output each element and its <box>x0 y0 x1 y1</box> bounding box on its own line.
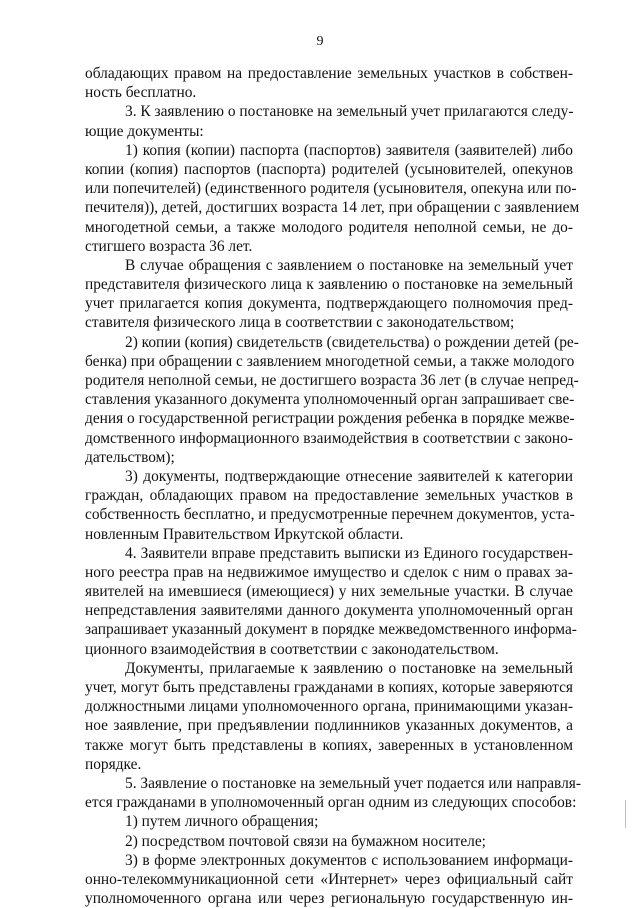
text-line: ется гражданами в уполномоченный орган одним из следующих способов: <box>85 794 577 812</box>
text-line: 2) копии (копия) свидетельств (свидетельства) о рождении детей (ре- <box>125 333 579 351</box>
text-line: представителя физического лица к заявлению о постановке на земельный <box>85 276 573 294</box>
text-line: запрашивает указанный документ в порядке межведомственного информа- <box>85 621 577 639</box>
text-line: 5. Заявление о постановке на земельный учет подается или направля- <box>125 774 581 792</box>
text-line: обладающих правом на предоставление земельных участков в собствен- <box>85 65 573 82</box>
text-line: 2) посредством почтовой связи на бумажном носителе; <box>125 832 486 850</box>
text-line: ставления указанного документа уполномоченный орган запрашивает све- <box>85 391 575 409</box>
text-line: порядке. <box>85 755 142 773</box>
text-line: ционного взаимодействия в соответствии с законодательством. <box>85 640 499 658</box>
text-line: многодетной семьи, а также молодого родителя неполной семьи, не до- <box>85 218 573 236</box>
text-line: граждан, обладающих правом на предоставление земельных участков в <box>85 487 573 505</box>
text-line: уполномоченного органа или через региональную государственную ин- <box>85 890 573 908</box>
text-line: явителей на имевшиеся (имеющиеся) у них земельные участки. В случае <box>85 583 573 601</box>
text-line: стигшего возраста 36 лет. <box>85 237 253 255</box>
text-line: ного реестра прав на недвижимое имущество и сделок с ним о правах за- <box>85 563 573 581</box>
text-line: новленным Правительством Иркутской области. <box>85 525 404 543</box>
text-line: родителя неполной семьи, не достигшего возраста 36 лет (в случае непред- <box>85 372 579 389</box>
text-line: В случае обращения с заявлением о постановке на земельный учет <box>125 256 573 274</box>
text-line: 3) документы, подтверждающие отнесение заявителей к категории <box>125 467 573 485</box>
text-line: онно-телекоммуникационной сети «Интернет» через официальный сайт <box>85 870 573 888</box>
text-line: ность бесплатно. <box>85 84 197 102</box>
text-line: копии (копия) паспортов (паспорта) родителей (усыновителей, опекунов <box>85 160 573 178</box>
document-body <box>85 64 581 908</box>
text-line: дательством); <box>85 448 175 466</box>
text-line: собственность бесплатно, и предусмотренные перечнем документов, уста- <box>85 506 575 524</box>
text-line: также могут быть представлены в копиях, заверенных в установленном <box>85 736 573 754</box>
text-line: 1) копия (копии) паспорта (паспортов) заявителя (заявителей) либо <box>125 141 573 159</box>
text-line: 3. К заявлению о постановке на земельный учет прилагаются следу- <box>125 103 574 121</box>
text-line: учет, могут быть представлены гражданами в копиях, которые заверяются <box>85 679 573 696</box>
text-line: печителя)), детей, достигших возраста 14 лет, при обращении с заявлением <box>85 199 580 217</box>
text-line: должностными лицами уполномоченного органа, принимающими указан- <box>85 698 573 716</box>
page-number: 9 <box>316 34 324 49</box>
text-line: дения о государственной регистрации рождения ребенка в порядке межве- <box>85 410 575 428</box>
text-line: или попечителей) (единственного родителя (усыновителя, опекуна или по- <box>85 180 577 198</box>
text-line: бенка) при обращении с заявлением многодетной семьи, а также молодого <box>85 352 575 370</box>
text-line: Документы, прилагаемые к заявлению о постановке на земельный <box>125 659 573 677</box>
text-line: ставителя физического лица в соответствии с законодательством; <box>85 314 515 332</box>
text-line: непредставления заявителями данного документа уполномоченный орган <box>85 602 573 620</box>
text-line: 3) в форме электронных документов с использованием информаци- <box>125 851 573 869</box>
text-line: учет прилагается копия документа, подтверждающего полномочия пред- <box>85 295 573 313</box>
text-line: ющие документы: <box>85 122 204 140</box>
text-line: 4. Заявители вправе представить выписки из Единого государствен- <box>125 544 573 562</box>
scan-edge-mark <box>625 800 634 828</box>
text-line: 1) путем личного обращения; <box>125 813 319 831</box>
text-line: ное заявление, при предъявлении подлинников указанных документов, а <box>85 717 573 735</box>
text-line: домственного информационного взаимодействия в соответствии с законо- <box>85 429 573 447</box>
